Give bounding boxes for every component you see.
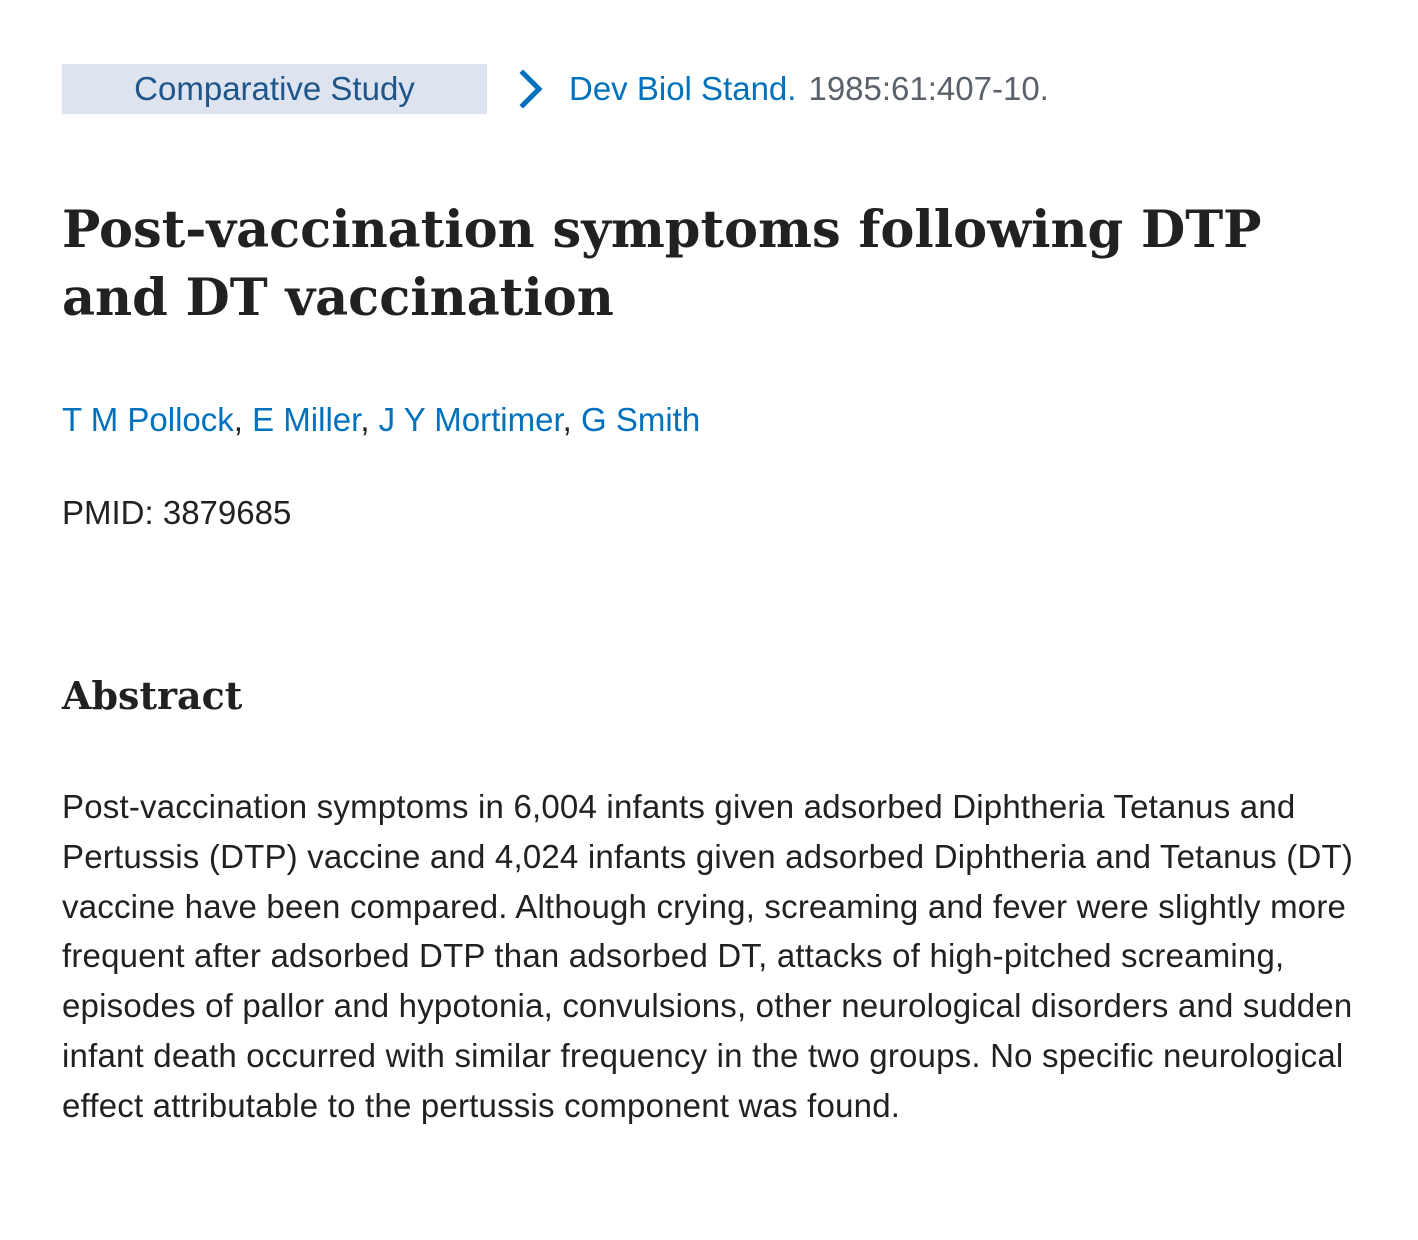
- chevron-right-icon: [517, 69, 545, 109]
- author-list: [62, 396, 700, 444]
- journal-link[interactable]: [517, 69, 796, 109]
- author-link[interactable]: E Miller: [252, 401, 361, 438]
- abstract-heading: Abstract: [62, 673, 243, 718]
- author-separator: ,: [233, 401, 253, 438]
- author-separator: ,: [562, 401, 581, 438]
- citation-info: 1985:61:407-10.: [808, 70, 1049, 107]
- pmid-label: PMID: 3879685: [62, 494, 292, 531]
- article-title: Post-vaccination symptoms following DTP and DT vaccination: [62, 200, 1262, 328]
- journal-name[interactable]: Dev Biol Stand.: [569, 70, 797, 107]
- abstract-text: Post-vaccination symptoms in 6,004 infants given adsorbed Diphtheria Tetanus and Pertussis (DTP) vaccine and 4,024 infants given adsorbed Diphtheria and Tetanus (DT) vaccine have been compared. Although crying, screaming and fever were slightly more frequent after adsorbed DTP than adsorbed DT, attacks of high-pitched screaming, episodes of pallor and hypotonia, convulsions, other neurological disorders and sudden infant death occurred with similar frequency in the two groups. No specific neurological effect attributable to the pertussis component was found.: [62, 788, 1354, 1124]
- author-link[interactable]: T M Pollock: [62, 401, 234, 438]
- author-link[interactable]: G Smith: [581, 401, 701, 438]
- author-separator: ,: [360, 401, 379, 438]
- article-header: [62, 64, 1049, 114]
- author-link[interactable]: J Y Mortimer: [378, 401, 563, 438]
- publication-type-badge: Comparative Study: [62, 64, 487, 114]
